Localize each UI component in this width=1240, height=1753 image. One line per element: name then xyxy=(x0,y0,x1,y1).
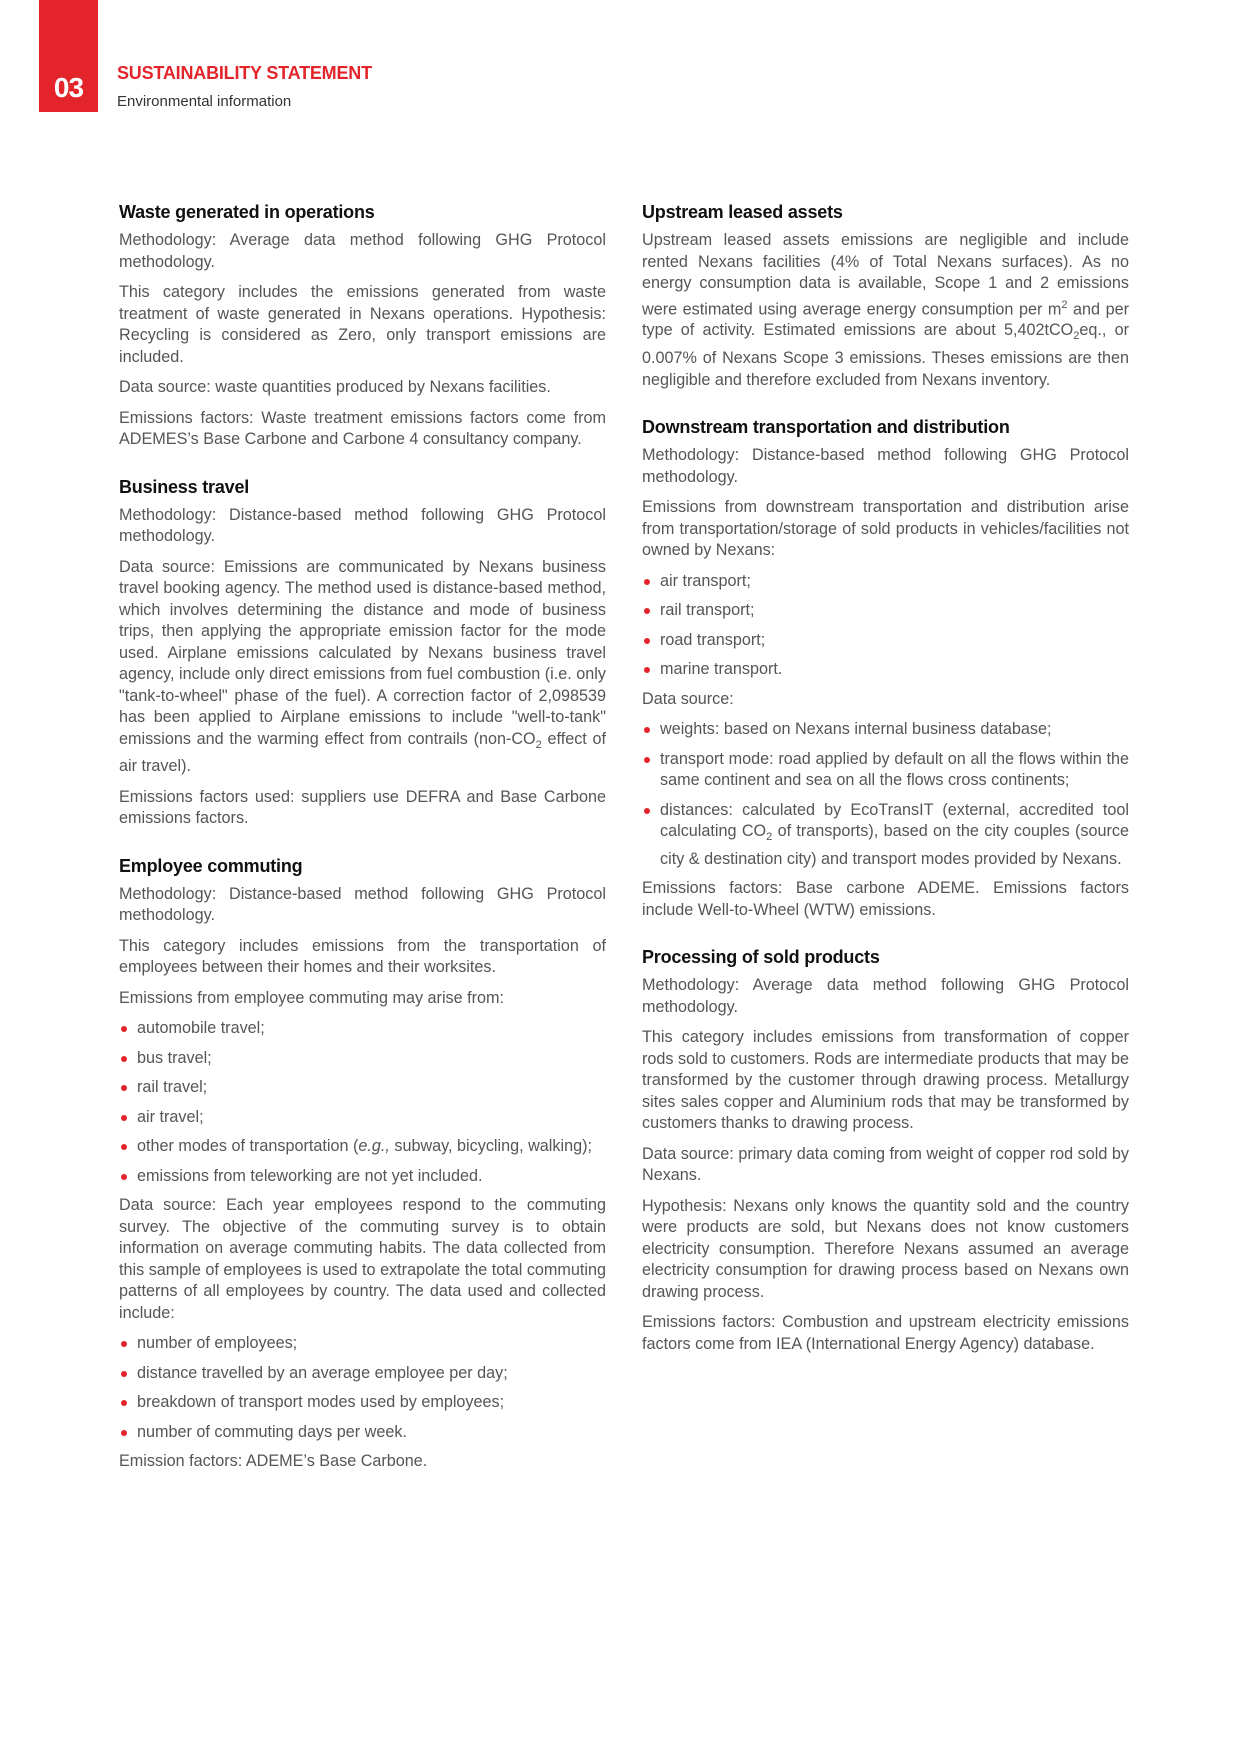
bullet-icon xyxy=(121,1174,127,1180)
list-item: weights: based on Nexans internal business database; xyxy=(642,719,1129,741)
processing-hypothesis: Hypothesis: Nexans only knows the quantity sold and the country were products are sold, but Nexans does not know customers electricity consumption. Therefore Nexans assumed an average electricity consumption for drawing process based on Nexans own drawing process. xyxy=(642,1196,1129,1301)
downstream-data-source-label: Data source: xyxy=(642,689,734,708)
subsection-title: Environmental information xyxy=(117,93,292,110)
commuting-modes-list xyxy=(119,1018,606,1187)
waste-heading: Waste generated in operations xyxy=(119,202,375,222)
bullet-icon xyxy=(644,638,650,644)
waste-description: This category includes the emissions generated from waste treatment of waste generated in Nexans operations. Hypothesis: Recycling is considered as Zero, only transport emissions are included. xyxy=(119,283,606,366)
downstream-description: Emissions from downstream transportation and distribution arise from transportation/storage of sold products in vehicles/facilities not owned by Nexans: xyxy=(642,498,1129,560)
business-travel-methodology: Methodology: Distance-based method following GHG Protocol methodology. xyxy=(119,505,606,545)
business-travel-heading: Business travel xyxy=(119,476,250,497)
bullet-icon xyxy=(121,1056,127,1062)
bullet-icon xyxy=(121,1371,127,1377)
bullet-icon xyxy=(121,1085,127,1091)
processing-data-source: Data source: primary data coming from weight of copper rod sold by Nexans. xyxy=(642,1144,1129,1185)
list-item: number of commuting days per week. xyxy=(119,1422,606,1444)
bullet-icon xyxy=(121,1144,127,1150)
business-travel-data-source: Data source: Emissions are communicated by Nexans business travel booking agency. The method used is distance-based method, which involves determining the distance and mode of business trips, then applying the appropriate emission factor for the mode used. Airplane emissions calculated by Nexans business travel agency, include only direct emissions from fuel combustion (i.e. only "tank-to-wheel" phase of the fuel). A correction factor of 2,098539 has been applied to Airplane emissions to include "well-to-tank" emissions and the warming effect from contrails ($non-CO_2$ effect of air travel). xyxy=(119,557,607,776)
bullet-icon xyxy=(121,1026,127,1032)
commuting-emission-factors: Emission factors: ADEME’s Base Carbone. xyxy=(119,1452,428,1471)
business-travel-emission-factors: Emissions factors used: suppliers use DEFRA and Base Carbone emissions factors. xyxy=(119,787,606,828)
section-title: SUSTAINABILITY STATEMENT xyxy=(117,63,372,83)
list-item: automobile travel; xyxy=(119,1018,606,1040)
bullet-icon xyxy=(121,1400,127,1406)
processing-description: This category includes emissions from transformation of copper rods sold to customers. Rods are intermediate products that may be transformed by the customer through drawing process. Metallurgy sites sales copper and Aluminium rods that may be transformed by customers thanks to drawing process. xyxy=(642,1028,1129,1133)
list-item: marine transport. xyxy=(642,659,1129,681)
upstream-section xyxy=(642,202,1129,391)
list-item: rail transport; xyxy=(642,600,1129,622)
waste-section xyxy=(119,202,606,451)
downstream-section xyxy=(642,417,1129,921)
upstream-heading: Upstream leased assets xyxy=(642,202,843,222)
bullet-icon xyxy=(644,579,650,585)
bullet-icon xyxy=(644,727,650,733)
list-item: bus travel; xyxy=(119,1048,606,1070)
list-item: transport mode: road applied by default on all the flows within the same continent and sea on all the flows cross continents; xyxy=(642,749,1129,792)
chapter-number: 03 xyxy=(53,72,84,103)
commuting-intro: Emissions from employee commuting may arise from: xyxy=(119,988,505,1007)
commuting-description: This category includes emissions from the transportation of employees between their homes and their worksites. xyxy=(119,936,606,977)
commuting-section xyxy=(119,856,606,1473)
downstream-heading: Downstream transportation and distribution xyxy=(642,417,1010,438)
bullet-icon xyxy=(121,1115,127,1121)
commuting-data-list xyxy=(119,1333,606,1443)
downstream-modes-list xyxy=(642,571,1129,681)
commuting-methodology: Methodology: Distance-based method following GHG Protocol methodology. xyxy=(119,884,606,925)
bullet-icon xyxy=(121,1341,127,1347)
list-item: distances: calculated by EcoTransIT (external, accredited tool calculating $CO_2$ of transports), based on the city couples (source city & destination city) and transport modes provided by Nexans. xyxy=(642,800,1129,871)
waste-data-source: Data source: waste quantities produced by Nexans facilities. xyxy=(119,378,551,396)
waste-emission-factors: Emissions factors: Waste treatment emissions factors come from ADEMES’s Base Carbone and Carbone 4 consultancy company. xyxy=(119,408,606,448)
commuting-heading: Employee commuting xyxy=(119,855,303,876)
bullet-icon xyxy=(644,808,650,814)
list-item: road transport; xyxy=(642,630,1129,652)
processing-section xyxy=(642,947,1129,1355)
upstream-description: Upstream leased assets emissions are negligible and include rented Nexans facilities (4% of Total Nexans surfaces). As no energy consumption data is available, Scope 1 and 2 emissions were estimated using average energy consumption per $m^2$ and per type of activity. Estimated emissions are about 5,402tCO$_2$eq., or 0.007% of Nexans Scope 3 emissions. Theses emissions are then negligible and therefore excluded from Nexans inventory. xyxy=(642,231,1129,389)
commuting-data-source: Data source: Each year employees respond to the commuting survey. The objective of the commuting survey is to obtain information on average commuting habits. The data collected from this sample of employees is used to extrapolate the total commuting patterns of all employees by country. The data used and collected include: xyxy=(119,1196,606,1322)
bullet-icon xyxy=(644,608,650,614)
list-item: air travel; xyxy=(119,1107,606,1129)
downstream-emission-factors: Emissions factors: Base carbone ADEME. Emissions factors include Well-to-Wheel (WTW) emissions. xyxy=(642,879,1129,919)
business-travel-section xyxy=(119,477,606,830)
list-item: other modes of transportation (e.g., subway, bicycling, walking); xyxy=(119,1136,606,1158)
bullet-icon xyxy=(121,1430,127,1436)
bullet-icon xyxy=(644,667,650,673)
downstream-data-source-list xyxy=(642,719,1129,870)
list-item: breakdown of transport modes used by employees; xyxy=(119,1392,606,1414)
list-item: distance travelled by an average employee per day; xyxy=(119,1363,606,1385)
bullet-icon xyxy=(644,757,650,763)
processing-heading: Processing of sold products xyxy=(642,947,880,968)
left-column xyxy=(119,202,606,1499)
list-item: rail travel; xyxy=(119,1077,606,1099)
processing-emission-factors: Emissions factors: Combustion and upstream electricity emissions factors come from IEA (International Energy Agency) database. xyxy=(642,1313,1129,1353)
list-item: number of employees; xyxy=(119,1333,606,1355)
downstream-methodology: Methodology: Distance-based method following GHG Protocol methodology. xyxy=(642,446,1129,486)
list-item: air transport; xyxy=(642,571,1129,593)
chapter-tab xyxy=(39,0,98,112)
list-item: emissions from teleworking are not yet included. xyxy=(119,1166,606,1188)
processing-methodology: Methodology: Average data method following GHG Protocol methodology. xyxy=(642,976,1129,1016)
waste-methodology: Methodology: Average data method following GHG Protocol methodology. xyxy=(119,231,606,271)
right-column xyxy=(642,202,1129,1381)
